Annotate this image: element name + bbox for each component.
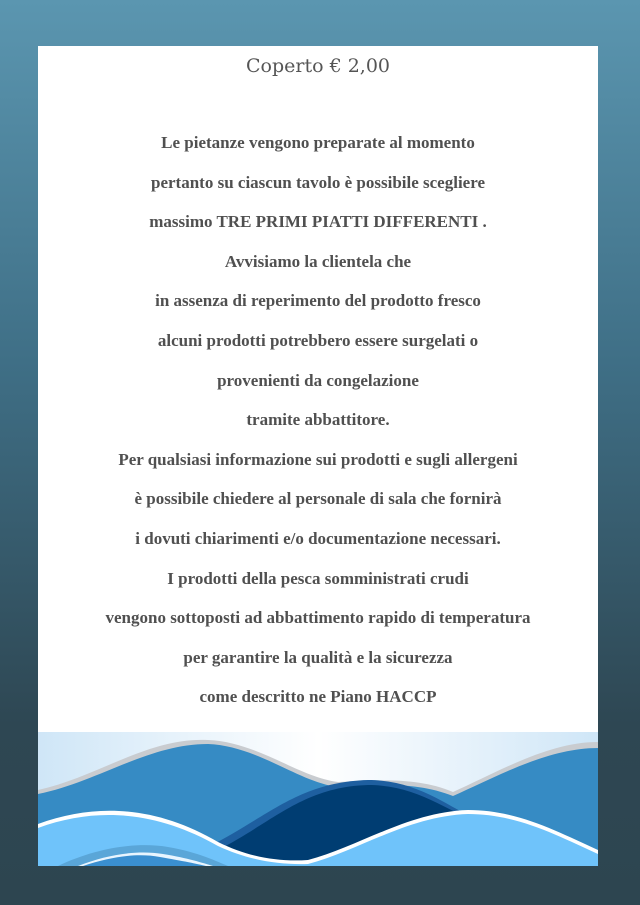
notice-line: I prodotti della pesca somministrati crudi [167, 568, 469, 588]
notice-text [38, 131, 598, 725]
notice-line: come descritto ne Piano HACCP [199, 687, 437, 707]
notice-line: per garantire la qualità e la sicurezza [183, 647, 453, 667]
notice-line: in assenza di reperimento del prodotto fresco [155, 291, 481, 311]
notice-line: Le pietanze vengono preparate al momento [161, 133, 475, 152]
notice-line: provenienti da congelazione [217, 370, 419, 390]
menu-page [38, 46, 598, 866]
notice-line: Avvisiamo la clientela che [224, 251, 412, 271]
wave-decoration [38, 732, 598, 866]
notice-line: tramite abbattitore. [246, 410, 390, 430]
notice-line: vengono sottoposti ad abbattimento rapido di temperatura [105, 608, 531, 628]
notice-line: Per qualsiasi informazione sui prodotti e sugli allergeni [118, 449, 518, 469]
notice-line: è possibile chiedere al personale di sala che fornirà [134, 489, 502, 509]
cover-charge-title: Coperto € 2,00 [245, 55, 390, 77]
notice-line: pertanto su ciascun tavolo è possibile scegliere [151, 172, 485, 192]
notice-line: alcuni prodotti potrebbero essere surgelati o [157, 330, 479, 350]
notice-line: i dovuti chiarimenti e/o documentazione necessari. [135, 528, 501, 548]
notice-line: massimo TRE PRIMI PIATTI DIFFERENTI . [149, 212, 487, 232]
